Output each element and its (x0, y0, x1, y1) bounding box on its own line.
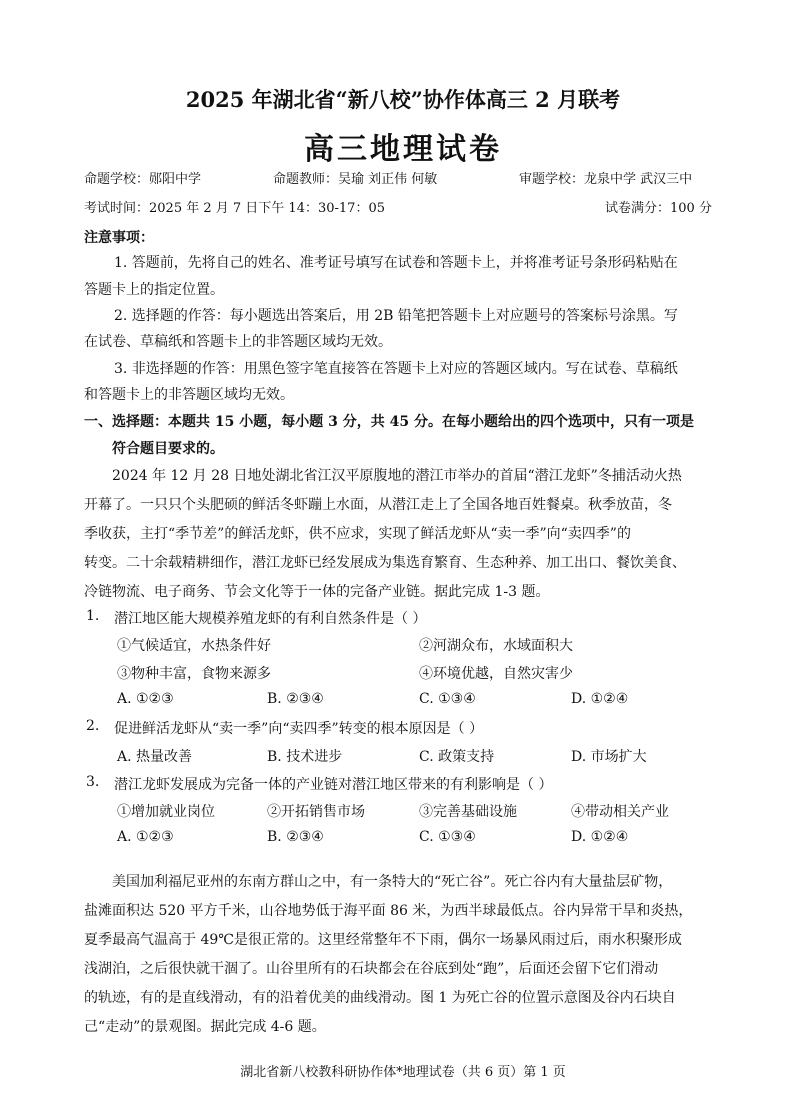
note-2-line-1: 2. 选择题的作答：每小题选出答案后，用 2B 铅笔把答题卡上对应题号的答案标号涂黑。写 (114, 308, 678, 324)
section-heading-line-2: 符合题目要求的。 (112, 441, 224, 457)
page-footer: 湖北省新八校教科研协作体*地理试卷（共 6 页）第 1 页 (240, 1065, 566, 1080)
q2-option-d: D. 市场扩大 (571, 749, 647, 765)
passage1-line: 2024 年 12 月 28 日地处湖北省江汉平原腹地的潜江市举办的首届“潜江龙虾”冬捕活动火热 (112, 468, 682, 484)
meta-time: 考试时间：2025 年 2 月 7 日下午 14：30-17：05 (84, 201, 385, 216)
q1-option-a: A. ①②③ (117, 691, 174, 707)
q1-statement-2: ②河湖众布，水域面积大 (419, 638, 573, 654)
q1-statement-3: ③物种丰富，食物来源多 (117, 666, 271, 682)
q3-statement-1: ①增加就业岗位 (117, 804, 215, 820)
note-2-line-2: 在试卷、草稿纸和答题卡上的非答题区域均无效。 (84, 334, 392, 350)
q2-option-a: A. 热量改善 (117, 749, 193, 765)
q1-option-b: B. ②③④ (267, 691, 324, 707)
q1-statement-1: ①气候适宜，水热条件好 (117, 638, 271, 654)
meta-review: 审题学校：龙泉中学 武汉三中 (519, 172, 693, 187)
exam-subtitle: 高三地理试卷 (304, 132, 502, 167)
question-2-number: 2. (86, 718, 100, 734)
question-3-number: 3. (86, 774, 100, 790)
q3-option-c: C. ①③④ (419, 829, 476, 845)
q3-statement-3: ③完善基础设施 (419, 804, 517, 820)
notes-heading: 注意事项： (84, 230, 154, 246)
q1-option-c: C. ①③④ (419, 691, 476, 707)
question-1-stem: 潜江地区能大规模养殖龙虾的有利自然条件是（ ） (114, 611, 427, 627)
passage2-line: 盐滩面积达 520 平方千米，山谷地势低于海平面 86 米，为西半球最低点。谷内异常干旱和炎热， (84, 903, 693, 919)
question-1-number: 1. (86, 608, 100, 624)
section-heading-line-1: 一、选择题：本题共 15 小题，每小题 3 分，共 45 分。在每小题给出的四个选项中，只有一项是 (84, 414, 694, 430)
question-2-stem: 促进鲜活龙虾从“卖一季”向“卖四季”转变的根本原因是（ ） (114, 721, 484, 737)
passage1-line: 季收获，主打“季节差”的鲜活龙虾，供不应求，实现了鲜活龙虾从“卖一季”向“卖四季”的 (84, 526, 631, 542)
passage2-line: 美国加利福尼亚州的东南方群山之中，有一条特大的“死亡谷”。死亡谷内有大量盐层矿物， (112, 874, 673, 890)
exam-title: 2025 年湖北省“新八校”协作体高三 2 月联考 (185, 87, 621, 112)
meta-school: 命题学校：郧阳中学 (84, 172, 202, 187)
passage2-line: 己“走动”的景观图。据此完成 4-6 题。 (84, 1019, 326, 1035)
q3-option-a: A. ①②③ (117, 829, 174, 845)
meta-teachers: 命题教师：吴瑜 刘正伟 何敏 (273, 172, 438, 187)
q3-option-b: B. ②③④ (267, 829, 324, 845)
note-1-line-2: 答题卡上的指定位置。 (84, 282, 224, 298)
passage2-line: 夏季最高气温高于 49℃是很正常的。这里经常整年不下雨，偶尔一场暴风雨过后，雨水积聚形成 (84, 932, 682, 948)
note-1-line-1: 1. 答题前，先将自己的姓名、准考证号填写在试卷和答题卡上，并将准考证号条形码粘贴在 (114, 255, 678, 271)
q3-option-d: D. ①②④ (571, 829, 629, 845)
passage2-line: 的轨迹，有的是直线滑动，有的沿着优美的曲线滑动。图 1 为死亡谷的位置示意图及谷内石块自 (84, 990, 676, 1006)
passage2-line: 浅湖泊，之后很快就干涸了。山谷里所有的石块都会在谷底到处“跑”，后面还会留下它们滑动 (84, 961, 659, 977)
q2-option-c: C. 政策支持 (419, 749, 495, 765)
q2-option-b: B. 技术进步 (267, 749, 343, 765)
q1-option-d: D. ①②④ (571, 691, 629, 707)
passage1-line: 开幕了。一只只个头肥硕的鲜活冬虾蹦上水面，从潜江走上了全国各地百姓餐桌。秋季放苗，冬 (84, 497, 672, 513)
passage1-line: 转变。二十余载精耕细作，潜江龙虾已经发展成为集选育繁育、生态种养、加工出口、餐饮美食、 (84, 555, 686, 571)
meta-score: 试卷满分：100 分 (605, 201, 712, 216)
q3-statement-4: ④带动相关产业 (571, 804, 669, 820)
note-3-line-2: 和答题卡上的非答题区域均无效。 (84, 387, 294, 403)
q3-statement-2: ②开拓销售市场 (267, 804, 365, 820)
note-3-line-1: 3. 非选择题的作答：用黑色签字笔直接答在答题卡上对应的答题区域内。写在试卷、草稿纸 (114, 361, 678, 377)
question-3-stem: 潜江龙虾发展成为完备一体的产业链对潜江地区带来的有利影响是（ ） (114, 777, 553, 793)
q1-statement-4: ④环境优越，自然灾害少 (419, 666, 573, 682)
passage1-line: 冷链物流、电子商务、节会文化等于一体的完备产业链。据此完成 1-3 题。 (84, 584, 550, 600)
